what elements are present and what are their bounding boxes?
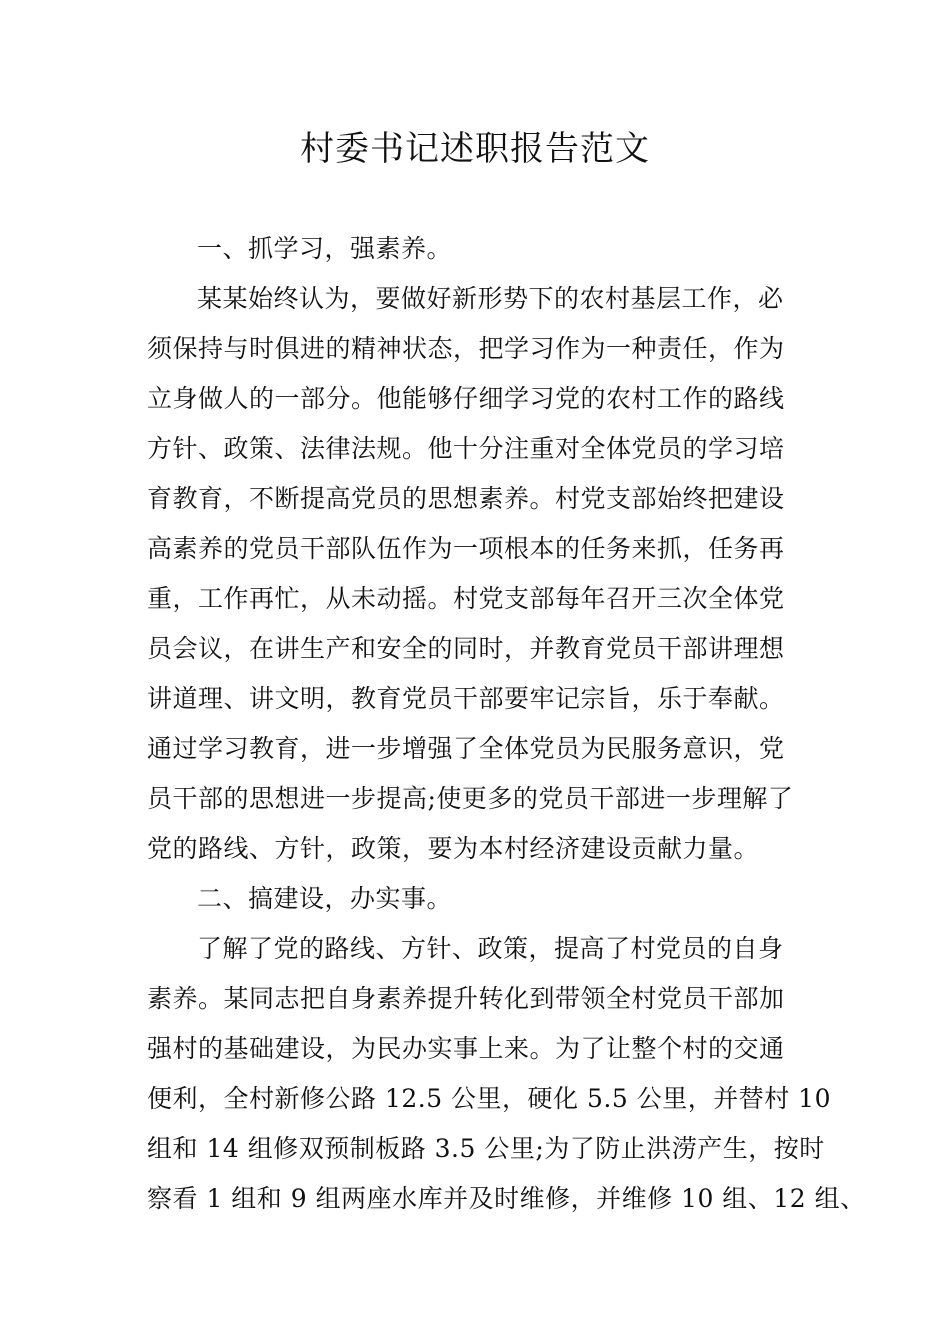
- paragraph-line: 某某始终认为，要做好新形势下的农村基层工作，必: [197, 284, 784, 313]
- paragraph-line: 立身做人的一部分。他能够仔细学习党的农村工作的路线: [147, 384, 785, 413]
- paragraph-line: 员会议，在讲生产和安全的同时，并教育党员干部讲理想: [147, 634, 785, 663]
- document-title: 村委书记述职报告范文: [300, 129, 650, 169]
- paragraph-line: 强村的基础建设，为民办实事上来。为了让整个村的交通: [147, 1034, 785, 1063]
- section-heading-2: 二、搞建设，办实事。: [197, 884, 453, 913]
- paragraph-line: 察看 1 组和 9 组两座水库并及时维修，并维修 10 组、12 组、: [147, 1184, 866, 1213]
- paragraph-line: 通过学习教育，进一步增强了全体党员为民服务意识，党: [147, 734, 785, 763]
- paragraph-line: 组和 14 组修双预制板路 3.5 公里;为了防止洪涝产生，按时: [147, 1134, 825, 1163]
- paragraph-line: 便利，全村新修公路 12.5 公里，硬化 5.5 公里，并替村 10: [147, 1084, 831, 1113]
- paragraph-line: 育教育，不断提高党员的思想素养。村党支部始终把建设: [147, 484, 785, 513]
- section-heading-1: 一、抓学习，强素养。: [197, 234, 453, 263]
- paragraph-line: 党的路线、方针，政策，要为本村经济建设贡献力量。: [147, 834, 760, 863]
- paragraph-line: 讲道理、讲文明，教育党员干部要牢记宗旨，乐于奉献。: [147, 684, 785, 713]
- paragraph-line: 员干部的思想进一步提高;使更多的党员干部进一步理解了: [147, 784, 794, 813]
- paragraph-line: 高素养的党员干部队伍作为一项根本的任务来抓，任务再: [147, 534, 785, 563]
- paragraph-line: 重，工作再忙，从未动摇。村党支部每年召开三次全体党: [147, 584, 785, 613]
- paragraph-line: 方针、政策、法律法规。他十分注重对全体党员的学习培: [147, 434, 785, 463]
- document-body: [147, 224, 866, 1224]
- paragraph-line: 了解了党的路线、方针、政策，提高了村党员的自身: [197, 934, 784, 963]
- paragraph-line: 素养。某同志把自身素养提升转化到带领全村党员干部加: [147, 984, 785, 1013]
- paragraph-line: 须保持与时俱进的精神状态，把学习作为一种责任，作为: [147, 334, 785, 363]
